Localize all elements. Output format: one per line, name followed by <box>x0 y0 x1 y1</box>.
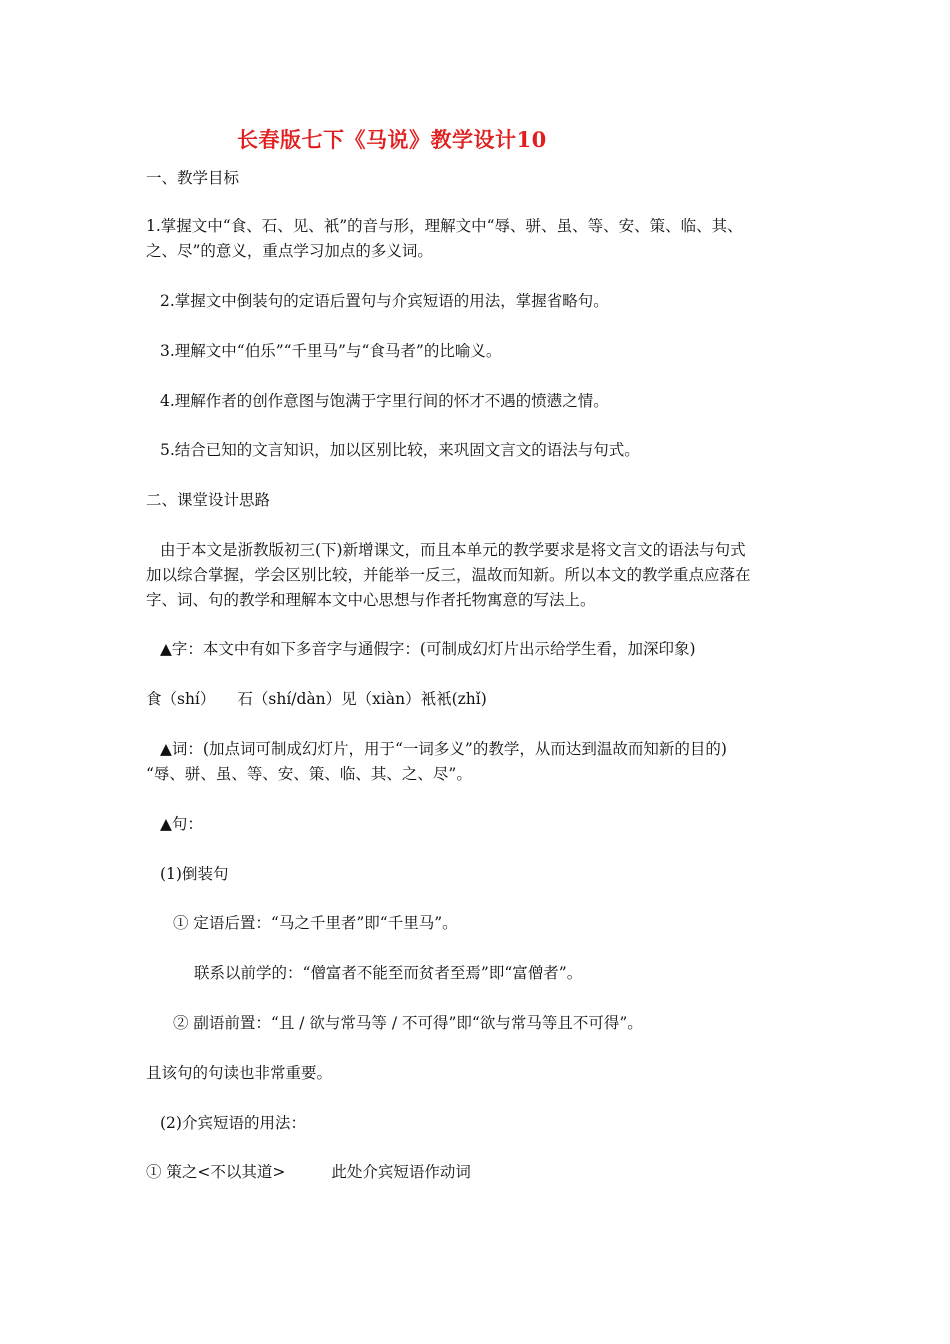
prepositional-item-1-explanation: 此处介宾短语作动词 <box>331 1163 471 1181</box>
goal-4: 4.理解作者的创作意图与饱满于字里行间的怀才不遇的愤懑之情。 <box>160 392 609 410</box>
prepositional-item-1-example: ① 策之<不以其道> <box>146 1163 286 1181</box>
design-paragraph-line-1: 由于本文是浙教版初三(下)新增课文，而且本单元的教学要求是将文言文的语法与句式 <box>160 541 746 559</box>
goal-1-line-1: 1.掌握文中“食、石、见、衹”的音与形，理解文中“辱、骈、虽、等、安、策、临、其、 <box>146 217 743 235</box>
inversion-item-1: ① 定语后置：“马之千里者”即“千里马”。 <box>173 914 458 932</box>
inversion-heading: (1)倒装句 <box>160 865 229 883</box>
prepositional-heading: (2)介宾短语的用法： <box>160 1114 306 1132</box>
document-title: 长春版七下《马说》教学设计10 <box>237 127 547 152</box>
section-heading-design: 二、课堂设计思路 <box>146 491 271 509</box>
inversion-item-2: ② 副语前置：“且 / 欲与常马等 / 不可得”即“欲与常马等且不可得”。 <box>173 1014 643 1032</box>
goal-2: 2.掌握文中倒装句的定语后置句与介宾短语的用法，掌握省略句。 <box>160 292 609 310</box>
pronunciation-others: 石（shí/dàn）见（xiàn）衹衹(zhǐ) <box>237 690 487 708</box>
character-section-line: ▲字：本文中有如下多音字与通假字：(可制成幻灯片出示给学生看，加深印象) <box>160 640 696 658</box>
inversion-item-1-note: 联系以前学的：“僧富者不能至而贫者至焉”即“富僧者”。 <box>194 964 583 982</box>
pronunciation-shi: 食（shí） <box>146 690 216 708</box>
goal-1-line-2: 之、尽”的意义，重点学习加点的多义词。 <box>146 242 433 260</box>
goal-5: 5.结合已知的文言知识，加以区别比较，来巩固文言文的语法与句式。 <box>160 441 640 459</box>
design-paragraph-line-2: 加以综合掌握，学会区别比较，并能举一反三，温故而知新。所以本文的教学重点应落在 <box>146 566 751 584</box>
pronunciation-line <box>146 687 487 711</box>
section-heading-goals: 一、教学目标 <box>146 169 240 187</box>
goal-3: 3.理解文中“伯乐”“千里马”与“食马者”的比喻义。 <box>160 342 502 360</box>
prepositional-item-1 <box>146 1160 471 1184</box>
sentence-section-heading: ▲句： <box>160 815 203 833</box>
word-section-line-2: “辱、骈、虽、等、安、策、临、其、之、尽”。 <box>146 765 472 783</box>
word-section-line-1: ▲词：(加点词可制成幻灯片，用于“一词多义”的教学，从而达到温故而知新的目的) <box>160 740 727 758</box>
design-paragraph-line-3: 字、词、句的教学和理解本文中心思想与作者托物寓意的写法上。 <box>146 591 596 609</box>
inversion-item-2-note: 且该句的句读也非常重要。 <box>146 1064 333 1082</box>
